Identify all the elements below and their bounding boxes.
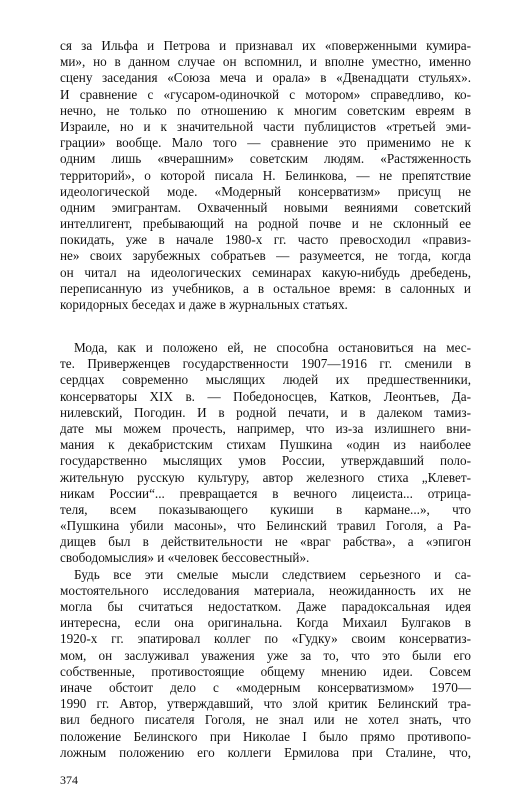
text-line: покидать, уже в начале 1980-х гг. часто превосходил «правиз- [60,232,471,248]
text-line: интересна, если она оригинальна. Когда Михаил Булгаков в [60,615,471,631]
text-line: консерваторы XIX в. — Победоносцев, Катков, Леонтьев, Да- [60,388,471,404]
text-line: Израиле, но и к значительной части публицистов «третьей эми- [60,118,471,134]
text-line: 1990 гг. Автор, утверждавший, что злой критик Белинский тра- [60,696,471,712]
text-line: собственные, противостоящие общему мнению идеи. Совсем [60,663,471,679]
text-line: не» своих зарубежных собратьев — разумеется, не тогда, когда [60,248,471,264]
text-line: сцену заседания «Союза меча и орала» в «Двенадцати стульях». [60,70,471,86]
text-line: ложным положению его коллеги Ермилова при Сталине, что, [60,744,471,760]
text-line: иначе обстоит дело с «модерным консерватизмом» 1970— [60,679,471,695]
text-line: нилевский, Погодин. И в родной печати, и в далеком тамиз- [60,404,471,420]
text-line: мом, он заслуживал уважения уже за то, что это были его [60,647,471,663]
text-line: одним эмигрантам. Охваченный новыми веяниями советский [60,199,471,215]
text-line: свободомыслия» и «человек бессовестный». [60,550,310,566]
text-line: территорий», о которой писала Н. Белинкова, — не препятствие [60,167,471,183]
text-line: государственно мыслящих умов России, утверждавший поло- [60,453,471,469]
text-line: «Пушкина убили масоны», что Белинский травил Гоголя, а Ра- [60,518,471,534]
text-line: сердцах современно мыслящих людей их предшественники, [60,372,471,388]
text-line: никам России“... превращается в вечного лицеиста... отрица- [60,485,471,501]
text-line: И сравнение с «гусаром-одиночкой с мотором» справедливо, ко- [60,86,471,102]
paragraph-section [60,340,471,761]
text-line: Будь все эти смелые мысли следствием серьезного и са- [74,566,471,582]
text-line: теля, всем показывающего кукиши в кармане...», что [60,501,471,517]
paragraph-continuation [60,38,471,313]
text-line: дате мы можем прочесть, например, что из-за излишнего вни- [60,420,471,436]
text-line: вил бедного писателя Гоголя, не знал или не хотел знать, что [60,712,471,728]
text-line: ся за Ильфа и Петрова и признавал их «поверженными кумира- [60,38,471,53]
text-line: Мода, как и положено ей, не способна остановиться на мес- [74,340,471,355]
text-line: грации» вообще. Мало того — сравнение это применимо не к [60,135,471,151]
text-line: 1920-х гг. эпатировал коллег по «Гудку» своим консерватиз- [60,631,471,647]
text-line: одним лишь «вчерашним» советским людям. «Растяженность [60,151,471,167]
text-line: те. Приверженцев государственности 1907—1916 гг. сменили в [60,356,471,372]
text-line: переписанную из учебников, а в остальное время: в салонных и [60,280,471,296]
text-line: коридорных беседах и даже в журнальных статьях. [60,297,348,312]
text-line: жительную русскую культуру, автор железного стиха „Клевет- [60,469,471,485]
text-line: нечно, не только по отношению к многим советским евреям в [60,102,471,118]
page-number: 374 [60,773,78,787]
text-line: ми», но в данном случае он вспомнил, и вполне уместно, именно [60,54,471,70]
text-line: мания к декабристским стихам Пушкина «один из наиболее [60,437,471,453]
text-line: дищев был в действительности не «враг рабства», а «эпигон [60,534,471,550]
text-line: идеологической моде. «Модерный консерватизм» присущ не [60,183,471,199]
text-line: могла бы считаться недостатком. Даже парадоксальная идея [60,599,471,614]
text-line: мостоятельного исследования материала, неожиданность их не [60,582,471,598]
text-line: он читал на идеологических семинарах какую-нибудь дребедень, [60,264,471,280]
text-line: положение Белинского при Николае I было прямо противопо- [60,728,471,744]
text-line: интеллигент, пребывающий на родной почве и не склонный ее [60,216,471,232]
